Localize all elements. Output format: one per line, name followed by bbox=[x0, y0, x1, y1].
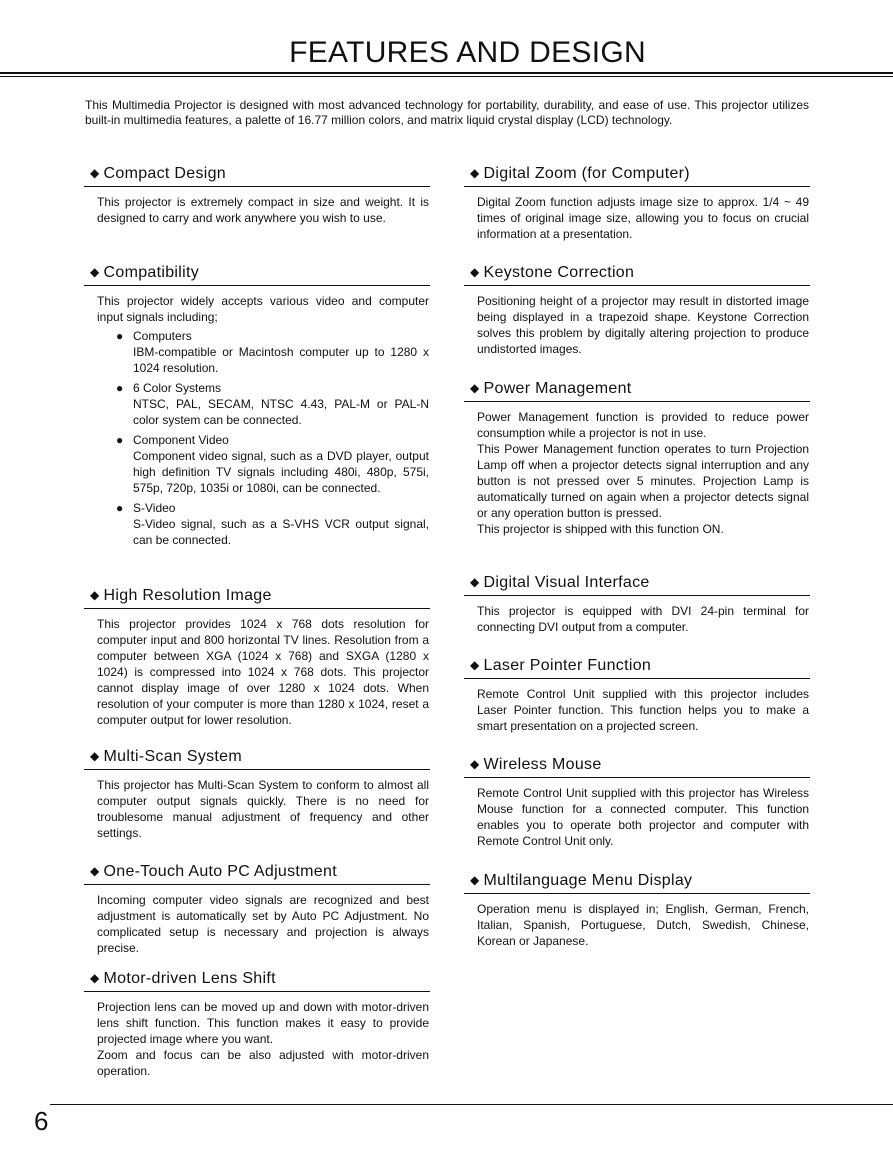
section-body: Remote Control Unit supplied with this projector includes Laser Pointer function. This function helps you to make a smart presentation on a projected screen. bbox=[477, 687, 809, 733]
section-body: Projection lens can be moved up and down with motor-driven lens shift function. This function makes it easy to provide projected image where you want. bbox=[97, 1000, 429, 1046]
circle-bullet-icon: ● bbox=[116, 329, 124, 343]
list-item bbox=[97, 500, 429, 548]
section-body: This projector is shipped with this function ON. bbox=[477, 522, 724, 536]
section-body: This projector widely accepts various video and computer input signals including; bbox=[97, 294, 429, 324]
signal-list bbox=[97, 328, 429, 548]
section-compact-design bbox=[84, 163, 430, 226]
section-body: Power Management function is provided to reduce power consumption while a projector is not in use. bbox=[477, 410, 809, 440]
section-heading: Wireless Mouse bbox=[483, 756, 602, 773]
circle-bullet-icon: ● bbox=[116, 501, 124, 515]
list-item-title: 6 Color Systems bbox=[133, 381, 222, 395]
list-item bbox=[97, 380, 429, 428]
list-item-title: S-Video bbox=[133, 501, 176, 515]
section-multi-scan-system bbox=[84, 746, 430, 841]
section-heading: Digital Visual Interface bbox=[483, 574, 650, 591]
diamond-bullet-icon: ◆ bbox=[470, 575, 480, 589]
page-number: 6 bbox=[34, 1106, 49, 1136]
intro-paragraph: This Multimedia Projector is designed with most advanced technology for portability, durability, and ease of use. This projector utilizes built-in multimedia features, a palette of 16.77 million colors, and matrix liquid crystal display (LCD) technology. bbox=[85, 98, 809, 127]
section-heading: Motor-driven Lens Shift bbox=[103, 970, 276, 987]
diamond-bullet-icon: ◆ bbox=[90, 971, 100, 985]
title-rule bbox=[0, 72, 893, 77]
section-body: This Power Management function operates to turn Projection Lamp off when a projector detects signal interruption and any button is not pressed over 5 minutes. Projection Lamp is automatically turned on again when a projector detects signal or any operation button is pressed. bbox=[477, 442, 809, 520]
section-keystone-correction bbox=[464, 262, 810, 357]
diamond-bullet-icon: ◆ bbox=[90, 166, 100, 180]
list-item-desc: Component video signal, such as a DVD player, output high definition TV signals including 480i, 480p, 575i, 575p, 720p, 1035i or 1080i, can be connected. bbox=[133, 449, 429, 495]
section-heading: One-Touch Auto PC Adjustment bbox=[103, 863, 337, 880]
section-heading: Compatibility bbox=[103, 264, 200, 281]
section-body: This projector has Multi-Scan System to conform to almost all computer output signals quickly. There is no need for troublesome manual adjustment of frequency and other settings. bbox=[97, 778, 429, 840]
footer-rule bbox=[50, 1104, 893, 1105]
section-body: This projector is extremely compact in size and weight. It is designed to carry and work anywhere you wish to use. bbox=[97, 195, 429, 225]
list-item-desc: IBM-compatible or Macintosh computer up to 1280 x 1024 resolution. bbox=[133, 345, 429, 375]
section-heading: Laser Pointer Function bbox=[483, 657, 652, 674]
circle-bullet-icon: ● bbox=[116, 381, 124, 395]
list-item-title: Component Video bbox=[133, 433, 229, 447]
section-body: Remote Control Unit supplied with this projector has Wireless Mouse function for a connected computer. This function enables you to operate both projector and computer with Remote Control Unit only. bbox=[477, 786, 809, 848]
section-body: Zoom and focus can be also adjusted with motor-driven operation. bbox=[97, 1048, 429, 1078]
page-title: FEATURES AND DESIGN bbox=[289, 36, 646, 69]
section-heading: Multilanguage Menu Display bbox=[483, 872, 693, 889]
diamond-bullet-icon: ◆ bbox=[90, 588, 100, 602]
section-body: Digital Zoom function adjusts image size to approx. 1/4 ~ 49 times of original image size, allowing you to focus on crucial information at a presentation. bbox=[477, 195, 809, 241]
section-body: This projector provides 1024 x 768 dots resolution for computer input and 800 horizontal TV lines. Resolution from a computer between XGA (1024 x 768) and SXGA (1280 x 1024) is compressed into 1024 x 768 dots. This projector cannot display image of over 1280 x 1024 dots. When resolution of your computer is more than 1280 x 1024, reset a computer output for lower resolution. bbox=[97, 617, 429, 727]
section-heading: Multi-Scan System bbox=[103, 748, 242, 765]
section-wireless-mouse bbox=[464, 754, 810, 849]
section-body: Positioning height of a projector may result in distorted image being displayed in a trapezoid shape. Keystone Correction solves this problem by digitally altering projection to produce undistorted images. bbox=[477, 294, 809, 356]
diamond-bullet-icon: ◆ bbox=[470, 658, 480, 672]
section-high-resolution-image bbox=[84, 585, 430, 728]
section-digital-zoom bbox=[464, 163, 810, 242]
diamond-bullet-icon: ◆ bbox=[470, 873, 480, 887]
list-item-desc: S-Video signal, such as a S-VHS VCR output signal, can be connected. bbox=[133, 517, 429, 547]
diamond-bullet-icon: ◆ bbox=[90, 265, 100, 279]
section-body: Operation menu is displayed in; English, German, French, Italian, Spanish, Portuguese, Dutch, Swedish, Chinese, Korean or Japanese. bbox=[477, 902, 809, 948]
section-heading: Power Management bbox=[483, 380, 632, 397]
section-motor-driven-lens-shift bbox=[84, 968, 430, 1079]
section-heading: Keystone Correction bbox=[483, 264, 635, 281]
circle-bullet-icon: ● bbox=[116, 433, 124, 447]
diamond-bullet-icon: ◆ bbox=[470, 757, 480, 771]
list-item-title: Computers bbox=[133, 329, 192, 343]
section-heading: High Resolution Image bbox=[103, 587, 272, 604]
section-power-management bbox=[464, 378, 810, 537]
list-item-desc: NTSC, PAL, SECAM, NTSC 4.43, PAL-M or PAL-N color system can be connected. bbox=[133, 397, 429, 427]
section-body: Incoming computer video signals are recognized and best adjustment is automatically set by Auto PC Adjustment. No complicated setup is necessary and projection is always precise. bbox=[97, 893, 429, 955]
section-compatibility bbox=[84, 262, 430, 552]
section-body: This projector is equipped with DVI 24-pin terminal for connecting DVI output from a computer. bbox=[477, 604, 809, 634]
section-heading: Digital Zoom (for Computer) bbox=[483, 165, 690, 182]
section-one-touch-auto-pc bbox=[84, 861, 430, 956]
list-item bbox=[97, 328, 429, 376]
diamond-bullet-icon: ◆ bbox=[90, 749, 100, 763]
diamond-bullet-icon: ◆ bbox=[470, 166, 480, 180]
section-laser-pointer bbox=[464, 655, 810, 734]
diamond-bullet-icon: ◆ bbox=[470, 381, 480, 395]
section-digital-visual-interface bbox=[464, 572, 810, 635]
list-item bbox=[97, 432, 429, 496]
diamond-bullet-icon: ◆ bbox=[470, 265, 480, 279]
section-multilanguage-menu bbox=[464, 870, 810, 949]
diamond-bullet-icon: ◆ bbox=[90, 864, 100, 878]
section-heading: Compact Design bbox=[103, 165, 227, 182]
